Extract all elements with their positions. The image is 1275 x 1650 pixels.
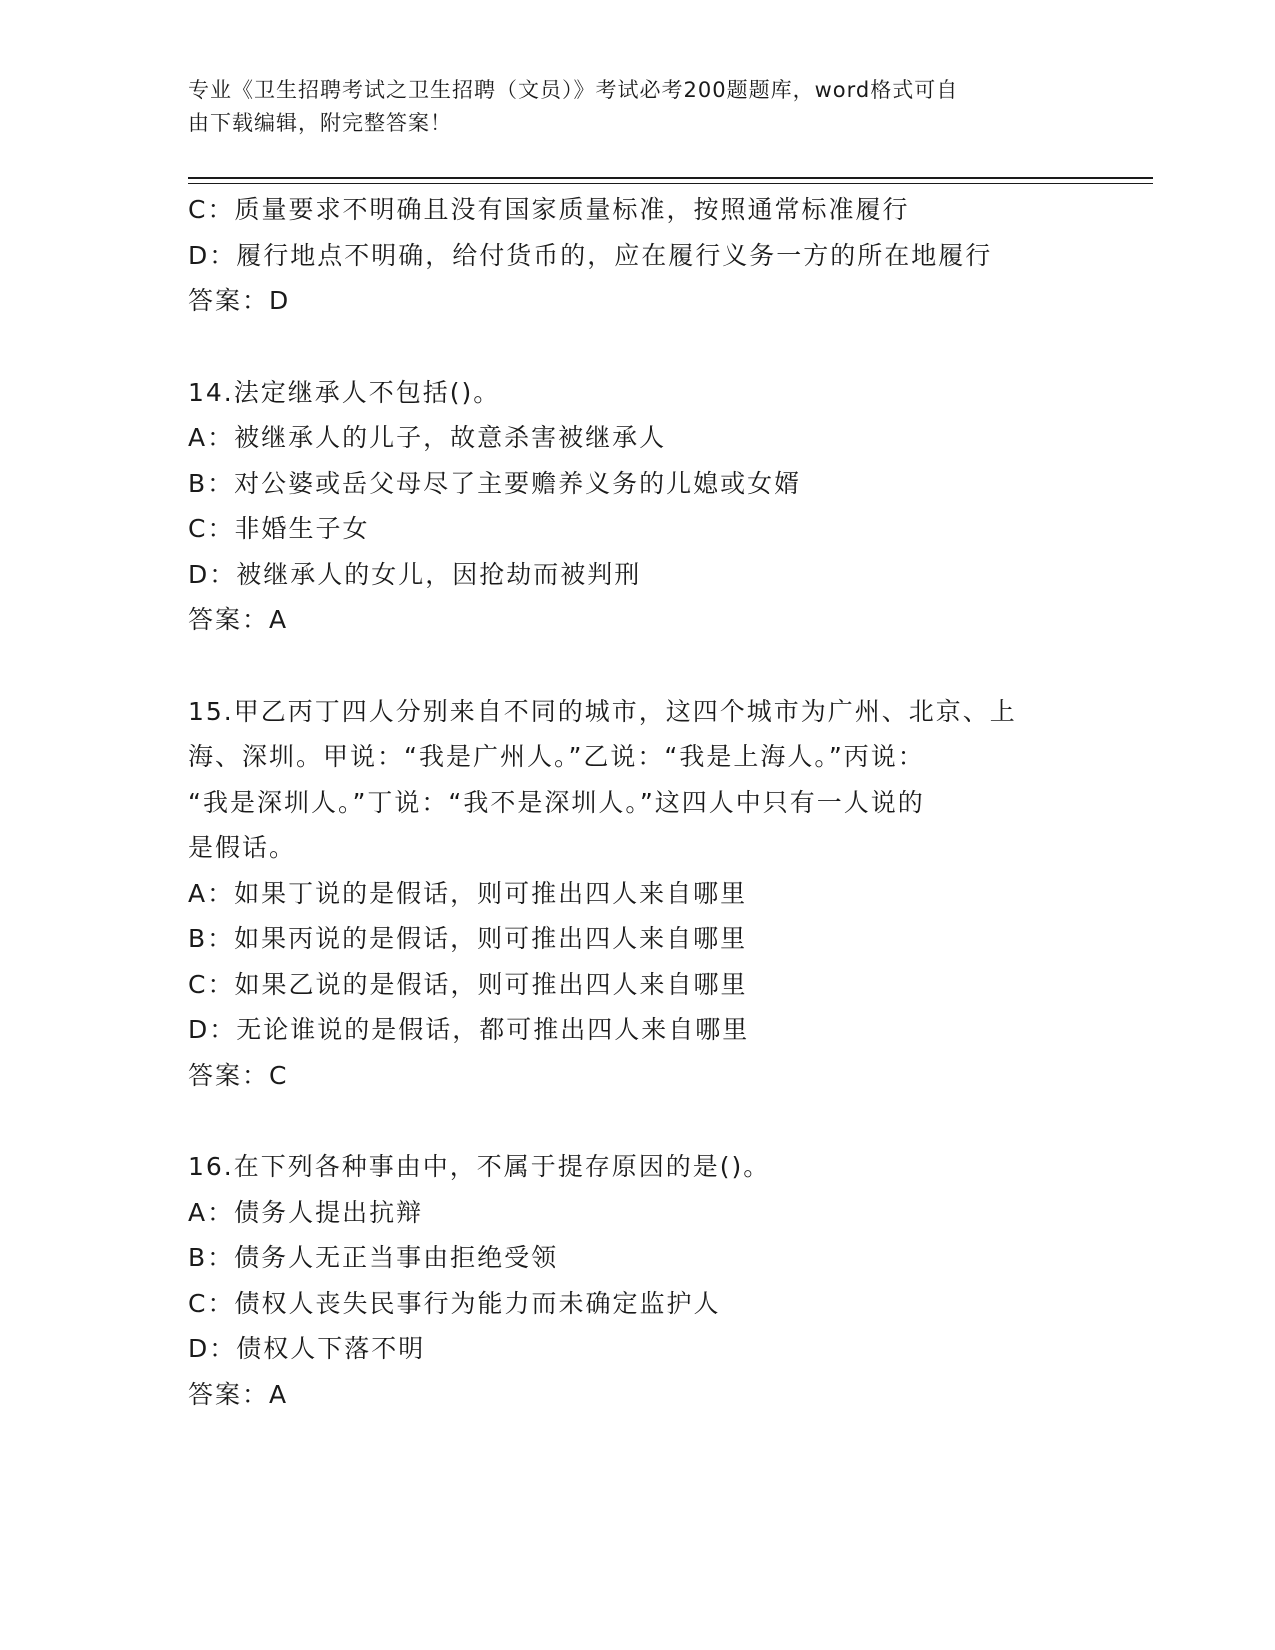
question-16 — [188, 1144, 1088, 1417]
question-15 — [188, 689, 1088, 1099]
header-line-2: 由下载编辑，附完整答案！ — [188, 111, 452, 135]
answer-label: 答案：C — [188, 1060, 289, 1090]
question-stem-line-1: 15.甲乙丙丁四人分别来自不同的城市，这四个城市为广州、北京、上 — [188, 696, 1017, 726]
answer-label: 答案：D — [188, 286, 291, 315]
header-divider-thin — [188, 183, 1153, 184]
spacer — [188, 324, 1088, 370]
question-stem-line-4: 是假话。 — [188, 833, 297, 862]
option-d: D：履行地点不明确，给付货币的，应在履行义务一方的所在地履行 — [188, 240, 993, 270]
option-c: C：如果乙说的是假话，则可推出四人来自哪里 — [188, 969, 748, 999]
question-stem: 14.法定继承人不包括()。 — [188, 377, 501, 407]
answer-label: 答案：A — [188, 1379, 289, 1409]
question-14 — [188, 370, 1088, 643]
header-line-1: 专业《卫生招聘考试之卫生招聘（文员）》考试必考200题题库，word格式可自 — [188, 78, 959, 102]
spacer — [188, 643, 1088, 689]
option-c: C：非婚生子女 — [188, 514, 370, 543]
option-b: B：如果丙说的是假话，则可推出四人来自哪里 — [188, 924, 748, 953]
option-d: D：债权人下落不明 — [188, 1334, 426, 1363]
question-stem-line-3: “我是深圳人。”丁说：“我不是深圳人。”这四人中只有一人说的 — [188, 787, 925, 817]
option-b: B：债务人无正当事由拒绝受领 — [188, 1243, 559, 1272]
answer-label: 答案：A — [188, 605, 289, 634]
option-a: A：被继承人的儿子，故意杀害被继承人 — [188, 423, 667, 452]
option-c: C：质量要求不明确且没有国家质量标准，按照通常标准履行 — [188, 195, 910, 224]
question-stem: 16.在下列各种事由中，不属于提存原因的是()。 — [188, 1152, 771, 1181]
option-d: D：被继承人的女儿，因抢劫而被判刑 — [188, 559, 642, 589]
option-a: A：债务人提出抗辩 — [188, 1197, 424, 1227]
question-list — [188, 187, 1088, 1417]
question-stem-line-2: 海、深圳。甲说：“我是广州人。”乙说：“我是上海人。”丙说： — [188, 742, 925, 771]
option-c: C：债权人丧失民事行为能力而未确定监护人 — [188, 1288, 721, 1318]
header-divider-thick — [188, 177, 1153, 179]
option-d: D：无论谁说的是假话，都可推出四人来自哪里 — [188, 1015, 750, 1044]
option-b: B：对公婆或岳父母尽了主要赡养义务的儿媳或女婿 — [188, 468, 802, 498]
document-header — [188, 74, 1068, 140]
option-a: A：如果丁说的是假话，则可推出四人来自哪里 — [188, 878, 748, 908]
spacer — [188, 1098, 1088, 1144]
question-13-tail — [188, 187, 1088, 324]
